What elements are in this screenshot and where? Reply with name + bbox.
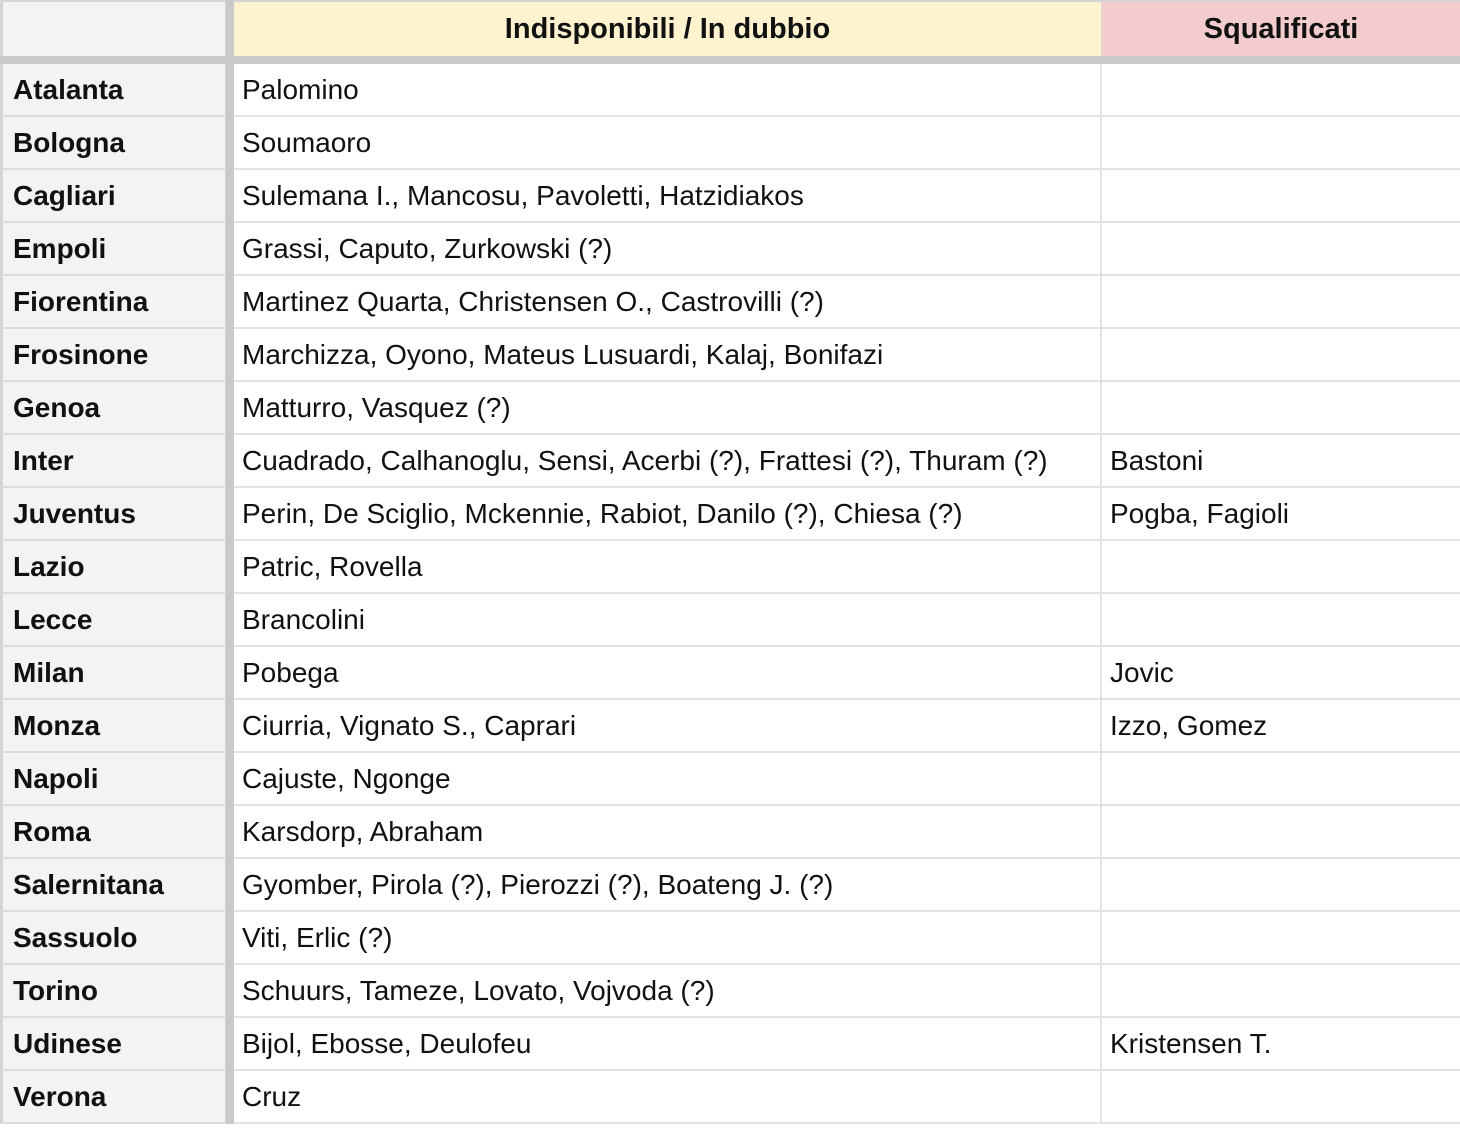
team-cell[interactable]: Atalanta: [0, 64, 226, 117]
frozen-column-divider: [226, 1018, 234, 1071]
suspended-cell[interactable]: Jovic: [1102, 647, 1460, 700]
unavailable-cell[interactable]: Perin, De Sciglio, Mckennie, Rabiot, Danilo (?), Chiesa (?): [234, 488, 1102, 541]
team-cell[interactable]: Genoa: [0, 382, 226, 435]
table-row: [0, 700, 1460, 753]
frozen-column-divider: [226, 64, 234, 117]
unavailable-cell[interactable]: Soumaoro: [234, 117, 1102, 170]
header-unavailable[interactable]: Indisponibili / In dubbio: [234, 0, 1102, 56]
table-row: [0, 64, 1460, 117]
table-row: [0, 647, 1460, 700]
team-cell[interactable]: Inter: [0, 435, 226, 488]
table-row: [0, 223, 1460, 276]
unavailable-cell[interactable]: Bijol, Ebosse, Deulofeu: [234, 1018, 1102, 1071]
team-cell[interactable]: Torino: [0, 965, 226, 1018]
team-cell[interactable]: Cagliari: [0, 170, 226, 223]
table-row: [0, 488, 1460, 541]
table-row: [0, 1018, 1460, 1071]
suspended-cell[interactable]: [1102, 594, 1460, 647]
team-cell[interactable]: Udinese: [0, 1018, 226, 1071]
suspended-cell[interactable]: Bastoni: [1102, 435, 1460, 488]
unavailable-cell[interactable]: Patric, Rovella: [234, 541, 1102, 594]
unavailable-cell[interactable]: Brancolini: [234, 594, 1102, 647]
frozen-column-divider: [226, 223, 234, 276]
suspended-cell[interactable]: Izzo, Gomez: [1102, 700, 1460, 753]
unavailable-cell[interactable]: Schuurs, Tameze, Lovato, Vojvoda (?): [234, 965, 1102, 1018]
frozen-column-divider: [226, 435, 234, 488]
table-row: [0, 276, 1460, 329]
suspended-cell[interactable]: [1102, 912, 1460, 965]
table-body: [0, 64, 1460, 1124]
team-cell[interactable]: Milan: [0, 647, 226, 700]
table-row: [0, 117, 1460, 170]
unavailable-cell[interactable]: Gyomber, Pirola (?), Pierozzi (?), Boateng J. (?): [234, 859, 1102, 912]
frozen-column-divider: [226, 806, 234, 859]
team-cell[interactable]: Monza: [0, 700, 226, 753]
frozen-column-divider: [226, 541, 234, 594]
table-row: [0, 541, 1460, 594]
team-cell[interactable]: Empoli: [0, 223, 226, 276]
frozen-column-divider: [226, 594, 234, 647]
frozen-column-divider[interactable]: [226, 0, 234, 56]
suspended-cell[interactable]: [1102, 1071, 1460, 1124]
unavailable-cell[interactable]: Martinez Quarta, Christensen O., Castrovilli (?): [234, 276, 1102, 329]
frozen-column-divider: [226, 912, 234, 965]
frozen-column-divider: [226, 1071, 234, 1124]
suspended-cell[interactable]: Pogba, Fagioli: [1102, 488, 1460, 541]
header-row: [0, 0, 1460, 64]
unavailable-cell[interactable]: Cuadrado, Calhanoglu, Sensi, Acerbi (?), Frattesi (?), Thuram (?): [234, 435, 1102, 488]
suspended-cell[interactable]: [1102, 382, 1460, 435]
table-row: [0, 329, 1460, 382]
frozen-column-divider: [226, 965, 234, 1018]
unavailable-cell[interactable]: Cajuste, Ngonge: [234, 753, 1102, 806]
table-row: [0, 965, 1460, 1018]
unavailable-cell[interactable]: Karsdorp, Abraham: [234, 806, 1102, 859]
unavailable-cell[interactable]: Ciurria, Vignato S., Caprari: [234, 700, 1102, 753]
team-cell[interactable]: Roma: [0, 806, 226, 859]
suspended-cell[interactable]: [1102, 223, 1460, 276]
frozen-column-divider: [226, 488, 234, 541]
table-row: [0, 170, 1460, 223]
frozen-column-divider: [226, 753, 234, 806]
frozen-column-divider: [226, 647, 234, 700]
frozen-column-divider: [226, 859, 234, 912]
suspended-cell[interactable]: [1102, 806, 1460, 859]
suspended-cell[interactable]: [1102, 541, 1460, 594]
table-row: [0, 594, 1460, 647]
team-cell[interactable]: Napoli: [0, 753, 226, 806]
unavailable-cell[interactable]: Marchizza, Oyono, Mateus Lusuardi, Kalaj, Bonifazi: [234, 329, 1102, 382]
unavailable-cell[interactable]: Cruz: [234, 1071, 1102, 1124]
header-suspended[interactable]: Squalificati: [1102, 0, 1460, 56]
frozen-column-divider: [226, 700, 234, 753]
suspended-cell[interactable]: [1102, 276, 1460, 329]
suspended-cell[interactable]: [1102, 753, 1460, 806]
table-row: [0, 435, 1460, 488]
table-row: [0, 912, 1460, 965]
unavailable-cell[interactable]: Sulemana I., Mancosu, Pavoletti, Hatzidiakos: [234, 170, 1102, 223]
suspended-cell[interactable]: [1102, 965, 1460, 1018]
frozen-column-divider: [226, 276, 234, 329]
unavailable-cell[interactable]: Matturro, Vasquez (?): [234, 382, 1102, 435]
unavailable-cell[interactable]: Viti, Erlic (?): [234, 912, 1102, 965]
team-cell[interactable]: Salernitana: [0, 859, 226, 912]
table-row: [0, 859, 1460, 912]
frozen-column-divider: [226, 117, 234, 170]
team-cell[interactable]: Lazio: [0, 541, 226, 594]
table-row: [0, 382, 1460, 435]
team-cell[interactable]: Frosinone: [0, 329, 226, 382]
team-cell[interactable]: Sassuolo: [0, 912, 226, 965]
frozen-column-divider: [226, 170, 234, 223]
table-row: [0, 753, 1460, 806]
unavailable-cell[interactable]: Palomino: [234, 64, 1102, 117]
suspended-cell[interactable]: [1102, 170, 1460, 223]
suspended-cell[interactable]: [1102, 859, 1460, 912]
suspended-cell[interactable]: Kristensen T.: [1102, 1018, 1460, 1071]
frozen-column-divider: [226, 329, 234, 382]
suspended-cell[interactable]: [1102, 329, 1460, 382]
unavailable-cell[interactable]: Pobega: [234, 647, 1102, 700]
team-cell[interactable]: Bologna: [0, 117, 226, 170]
team-cell[interactable]: Lecce: [0, 594, 226, 647]
suspended-cell[interactable]: [1102, 117, 1460, 170]
corner-cell[interactable]: [0, 0, 226, 56]
table-row: [0, 1071, 1460, 1124]
team-cell[interactable]: Juventus: [0, 488, 226, 541]
frozen-column-divider: [226, 382, 234, 435]
suspended-cell[interactable]: [1102, 64, 1460, 117]
unavailable-cell[interactable]: Grassi, Caputo, Zurkowski (?): [234, 223, 1102, 276]
team-cell[interactable]: Fiorentina: [0, 276, 226, 329]
table-row: [0, 806, 1460, 859]
team-cell[interactable]: Verona: [0, 1071, 226, 1124]
